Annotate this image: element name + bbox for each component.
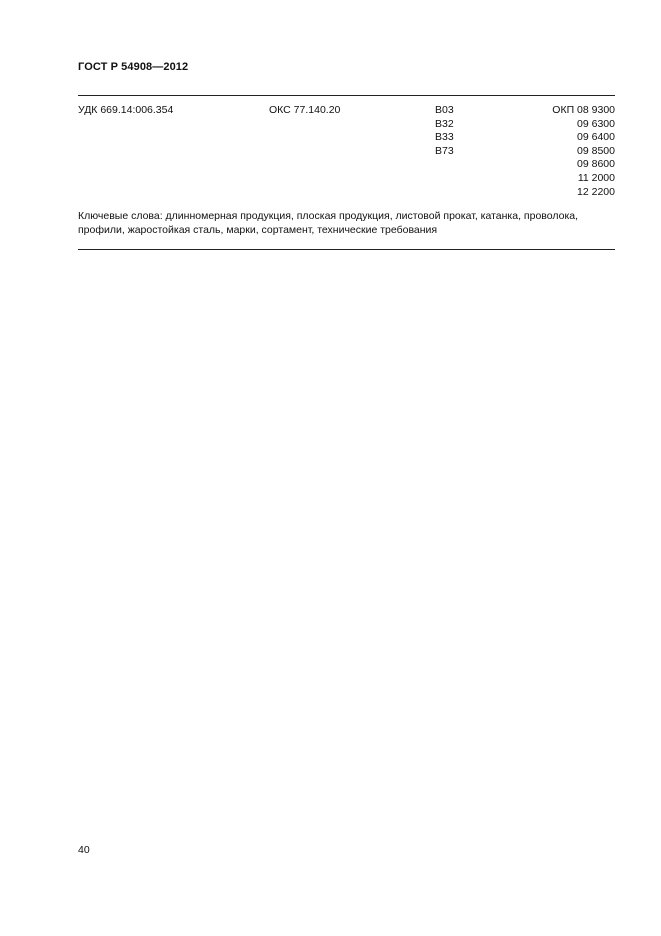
bottom-divider [78,249,615,250]
okp-code: 12 2200 [577,185,615,198]
top-divider [78,95,615,96]
oks-code: ОКС 77.140.20 [269,104,341,116]
okp-code: 09 6400 [577,131,615,144]
document-header: ГОСТ Р 54908—2012 [78,61,189,73]
category-codes [435,104,454,158]
okp-codes [520,104,615,199]
udk-code: УДК 669.14:006.354 [78,104,174,116]
category-code: В73 [435,144,454,157]
category-code: В32 [435,117,454,130]
okp-code: 09 8600 [577,158,615,171]
okp-code: 09 6300 [577,117,615,130]
category-code: В03 [435,104,454,116]
okp-code: 09 8500 [577,144,615,157]
keywords-paragraph: Ключевые слова: длинномерная продукция, плоская продукция, листовой прокат, катанка, проволока, профили, жаростойкая сталь, марки, сортамент, технические требования [78,210,579,236]
okp-code: 11 2000 [577,171,615,184]
category-code: В33 [435,131,454,144]
okp-code: ОКП 08 9300 [552,104,615,116]
page-number: 40 [78,844,90,856]
